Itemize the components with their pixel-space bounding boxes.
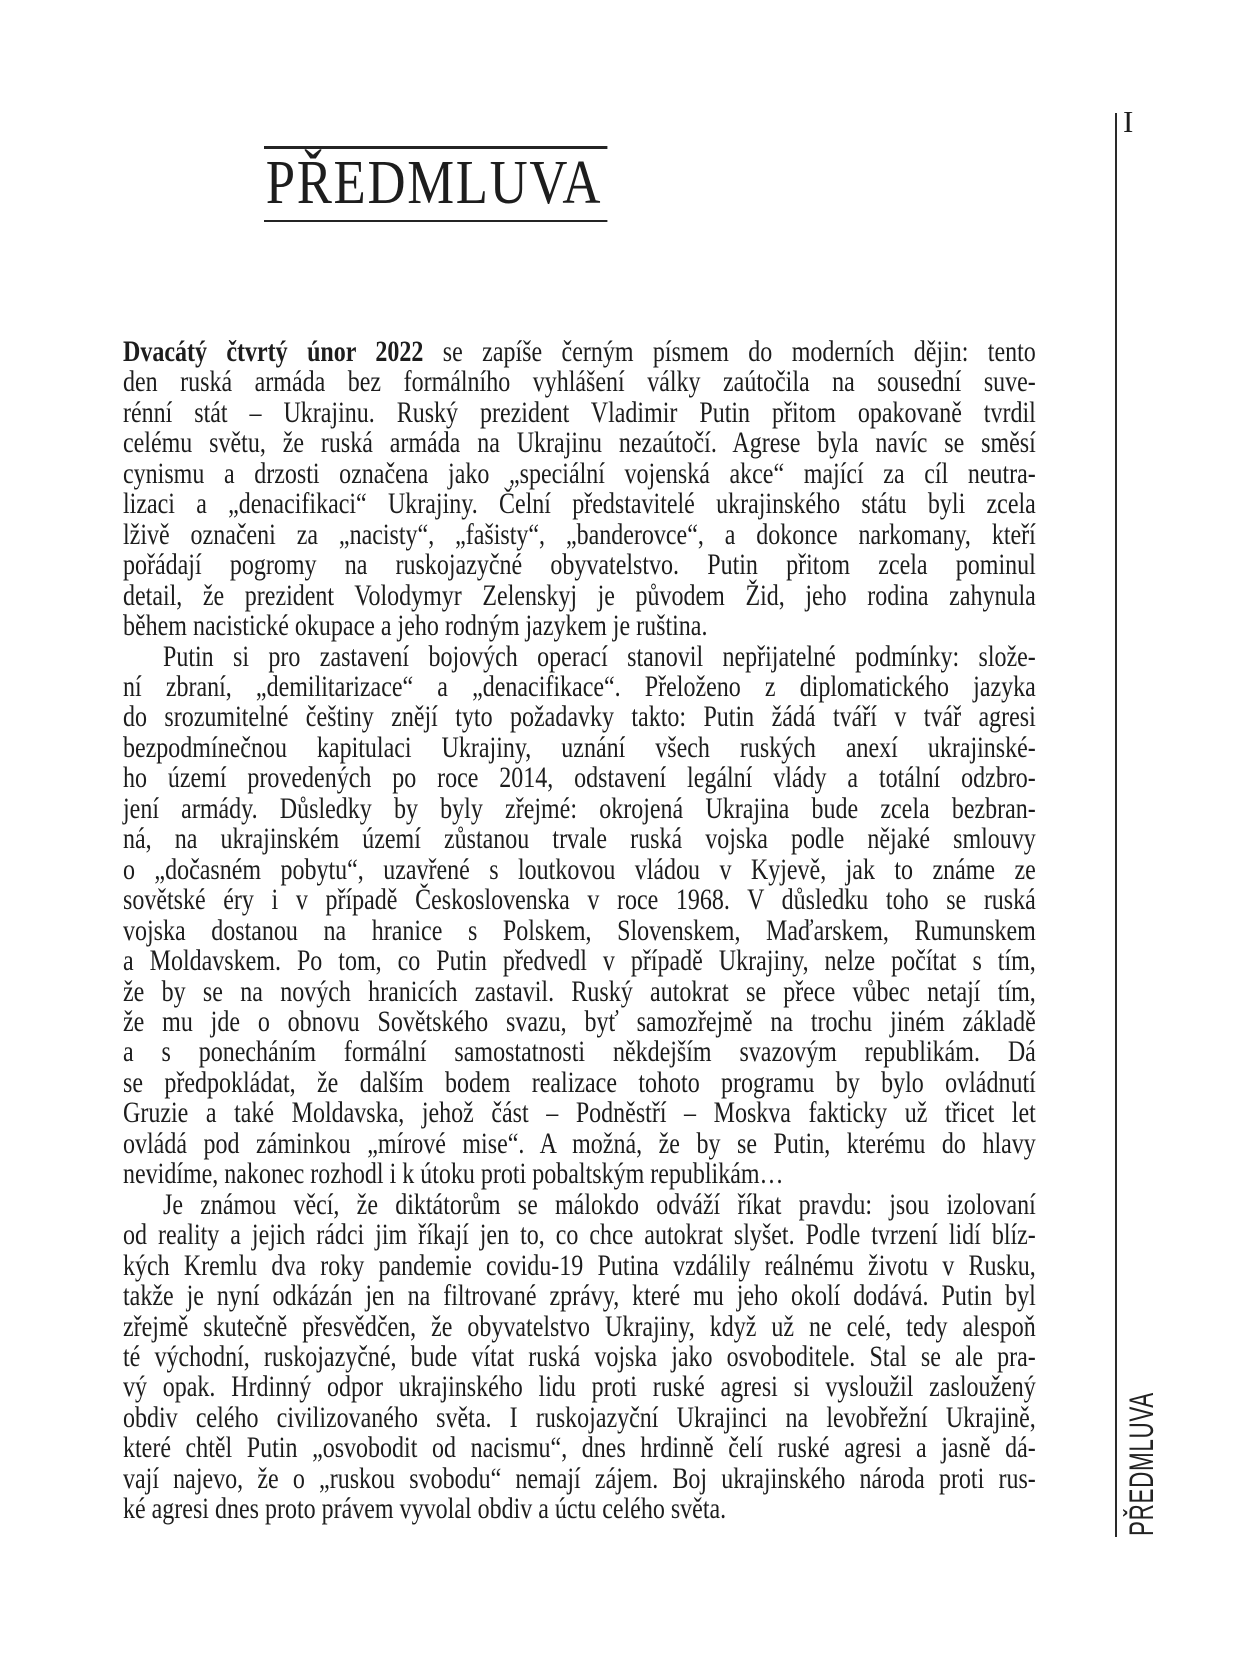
- text-line: vý opak. Hrdinný odpor ukrajinského lidu proti ruské agresi si vysloužil zasloužený: [123, 1370, 1036, 1404]
- text-line: lizaci a „denacifikaci“ Ukrajiny. Čelní představitelé ukrajinského státu byli zcela: [123, 487, 1036, 521]
- text-line: se předpokládat, že dalším bodem realizace tohoto programu by bylo ovládnutí: [123, 1065, 1036, 1099]
- text-line: vojska dostanou na hranice s Polskem, Slovenskem, Maďarskem, Rumunskem: [123, 913, 1036, 947]
- text-line: vají najevo, že o „ruskou svobodu“ nemají zájem. Boj ukrajinského národa proti rus-: [123, 1461, 1036, 1495]
- text-line: rénní stát – Ukrajinu. Ruský prezident Vladimir Putin přitom opakovaně tvrdil: [123, 395, 1036, 429]
- text-line: nevidíme, nakonec rozhodl i k útoku proti pobaltským republikám…: [123, 1157, 784, 1191]
- text-line: té východní, ruskojazyčné, bude vítat ruská vojska jako osvoboditele. Stal se ale pra-: [123, 1339, 1036, 1373]
- text-line: Gruzie a také Moldavska, jehož část – Podněstří – Moskva fakticky už třicet let: [123, 1096, 1036, 1130]
- text-line: ovládá pod záminkou „mírové mise“. A možná, že by se Putin, kterému do hlavy: [123, 1126, 1036, 1160]
- text-line: které chtěl Putin „osvobodit od nacismu“, dnes hrdinně čelí ruské agresi a jasně dá-: [123, 1431, 1036, 1465]
- text-line: celému světu, že ruská armáda na Ukrajinu nezaútočí. Agrese byla navíc se směsí: [123, 426, 1036, 460]
- text-line: den ruská armáda bez formálního vyhlášení války zaútočila na sousední suve-: [123, 365, 1036, 399]
- text-line: cynismu a drzosti označena jako „speciální vojenská akce“ mající za cíl neutra-: [123, 456, 1036, 490]
- text-line: zřejmě skutečně přesvědčen, že obyvatelstvo Ukrajiny, když už ne celé, tedy alespoň: [123, 1309, 1036, 1343]
- text-line: jení armády. Důsledky by byly zřejmé: okrojená Ukrajina bude zcela bezbran-: [123, 791, 1036, 825]
- paragraph: [123, 639, 1036, 1191]
- paragraph: [123, 337, 1036, 642]
- text-line: že mu jde o obnovu Sovětského svazu, byť samozřejmě na trochu jiném základě: [123, 1004, 1036, 1038]
- text-line: lživě označeni za „nacisty“, „fašisty“, „banderovce“, a dokonce narkomany, kteří: [123, 517, 1036, 551]
- text-line: Je známou věcí, že diktátorům se málokdo odváží říkat pravdu: jsou izolovaní: [163, 1187, 1036, 1221]
- text-line: že by se na nových hranicích zastavil. Ruský autokrat se přece vůbec netají tím,: [123, 974, 1036, 1008]
- text-line: od reality a jejich rádci jim říkají jen to, co chce autokrat slyšet. Podle tvrzení lidí blíz-: [123, 1218, 1036, 1252]
- text-line: o „dočasném pobytu“, uzavřené s loutkovou vládou v Kyjevě, jak to známe ze: [123, 852, 1036, 886]
- paragraph: [123, 1187, 1036, 1526]
- text-line: kých Kremlu dva roky pandemie covidu-19 Putina vzdálily reálnému životu v Rusku,: [123, 1248, 1036, 1282]
- text-line: Putin si pro zastavení bojových operací stanovil nepřijatelné podmínky: slože-: [163, 639, 1036, 673]
- text-line: pořádají pogromy na ruskojazyčné obyvatelstvo. Putin přitom zcela pominul: [123, 548, 1036, 582]
- heading-rule-bottom: [264, 220, 607, 223]
- text-line: ná, na ukrajinském území zůstanou trvale ruská vojska podle nějaké smlouvy: [123, 822, 1036, 856]
- text-line: detail, že prezident Volodymyr Zelenskyj je původem Žid, jeho rodina zahynula: [123, 578, 1036, 612]
- part-numeral: I: [1123, 104, 1134, 139]
- bold-lead-in: Dvacátý čtvrtý únor 2022: [123, 335, 424, 368]
- margin-rule: [1115, 113, 1117, 1537]
- chapter-heading: [264, 146, 607, 222]
- text-line: sovětské éry i v případě Československa v roce 1968. V důsledku toho se ruská: [123, 883, 1036, 917]
- body-text: [123, 337, 1036, 1525]
- text-line: během nacistické okupace a jeho rodným jazykem je ruština.: [123, 609, 708, 643]
- text-line: bezpodmínečnou kapitulaci Ukrajiny, uznání všech ruských anexí ukrajinské-: [123, 730, 1036, 764]
- text-line: obdiv celého civilizovaného světa. I ruskojazyční Ukrajinci na levobřežní Ukrajině,: [123, 1400, 1036, 1434]
- text-line: Dvacátý čtvrtý únor 2022 se zapíše černým písmem do moderních dějin: tento: [123, 335, 1036, 368]
- margin-chapter-title: PŘEDMLUVA: [1123, 1392, 1161, 1536]
- text-line: ké agresi dnes proto právem vyvolal obdiv a úctu celého světa.: [123, 1492, 727, 1526]
- text-line: a Moldavskem. Po tom, co Putin předvedl v případě Ukrajiny, nelze počítat s tím,: [123, 944, 1036, 978]
- text-line: a s ponecháním formální samostatnosti někdejším svazovým republikám. Dá: [123, 1035, 1036, 1069]
- text-line: do srozumitelné češtiny znějí tyto požadavky takto: Putin žádá tváří v tvář agresi: [123, 700, 1036, 734]
- text-line: ho území provedených po roce 2014, odstavení legální vlády a totální odzbro-: [123, 761, 1036, 795]
- chapter-title: PŘEDMLUVA: [265, 148, 603, 217]
- text-line: ní zbraní, „demilitarizace“ a „denacifikace“. Přeloženo z diplomatického jazyka: [123, 669, 1036, 703]
- text-line: takže je nyní odkázán jen na filtrované zprávy, které mu jeho okolí dodává. Putin byl: [123, 1279, 1036, 1313]
